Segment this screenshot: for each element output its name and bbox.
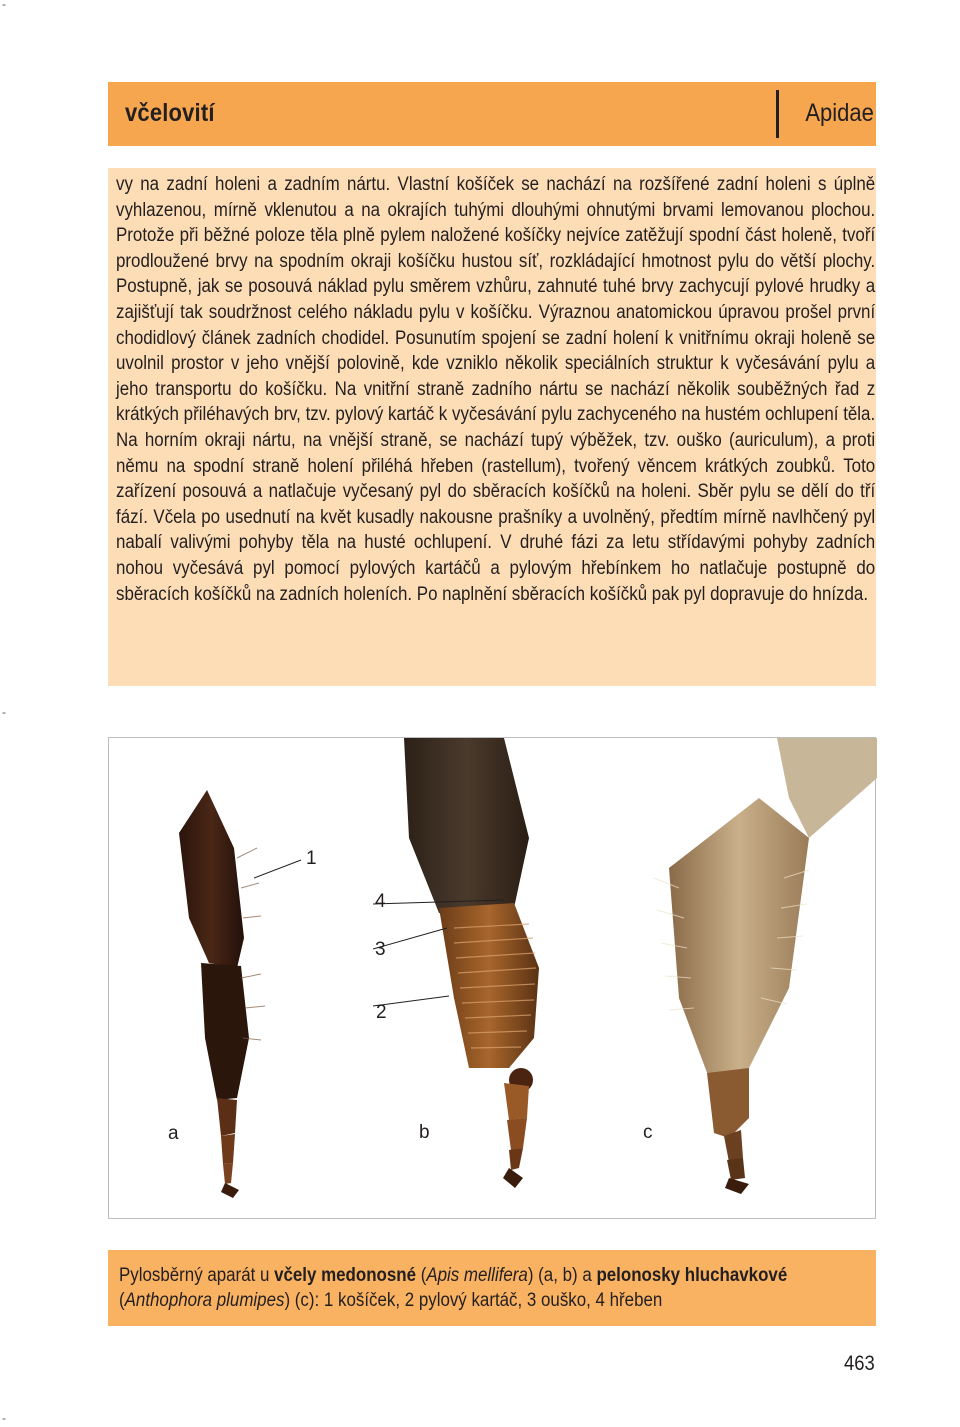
bee-legs-illustration <box>109 738 877 1220</box>
caption-part: ( <box>416 1265 427 1286</box>
page-number: 463 <box>844 1352 875 1375</box>
caption-latin-1: Apis mellifera <box>426 1265 528 1286</box>
caption-part: ( <box>119 1290 125 1311</box>
crop-mark-bottom: - <box>2 1411 6 1425</box>
figure-photo <box>108 737 876 1219</box>
header-divider <box>776 90 779 138</box>
caption-text <box>119 1263 867 1313</box>
caption-part: Pylosběrný aparát u <box>119 1265 275 1286</box>
crop-mark-middle: - <box>2 705 6 719</box>
label-1: 1 <box>306 848 317 869</box>
caption-species-2: pelonosky hluchavkové <box>596 1265 788 1286</box>
caption-latin-2: Anthophora plumipes <box>124 1290 285 1311</box>
caption-part: ) (c): 1 košíček, 2 pylový kartáč, 3 ouško, 4 hřeben <box>284 1290 663 1311</box>
crop-mark-top: - <box>2 0 6 11</box>
label-b: b <box>419 1122 430 1143</box>
leg-b <box>404 738 539 1188</box>
family-czech-name: včelovití <box>125 99 215 127</box>
caption-species-1: včely medonosné <box>274 1265 417 1286</box>
label-2: 2 <box>376 1002 387 1023</box>
leg-c <box>654 738 877 1194</box>
label-a: a <box>168 1123 179 1144</box>
family-latin-name: Apidae <box>805 99 874 127</box>
figure-caption <box>108 1250 876 1326</box>
label-4: 4 <box>375 891 386 912</box>
leg-a <box>179 790 265 1198</box>
body-text-box <box>108 168 876 686</box>
label-3: 3 <box>375 939 386 960</box>
page-header <box>108 82 876 146</box>
caption-part: ) (a, b) a <box>527 1265 597 1286</box>
label-c: c <box>643 1122 653 1143</box>
body-paragraph: vy na zadní holeni a zadním nártu. Vlastní košíček se nachází na rozšířené zadní holeni s úplně vyhlazenou, mírně vklenutou a na okrajích tuhými dlouhými ohnutými brvami lemovanou plochou. Protože při běžné poloze těla plně pylem naložené košíčky nejvíce zatěžují spodní část holeně, tvoří prodloužené brvy na spodním okraji košíčku hustou síť, rozkládající hmotnost pylu do větší plochy. Postupně, jak se posouvá náklad pylu směrem vzhůru, zahnuté tuhé brvy zachycují pylové hrudky a zajišťují tak soudržnost celého nákladu pylu v košíčku. Výraznou anatomickou úpravou prošel první chodidlový článek zadních chodidel. Posunutím spojení se zadní holení k vnitřnímu okraji holeně se uvolnil prostor v jeho vnější polovině, kde vzniklo několik speciálních struktur k vyčesávání pylu a jeho transportu do košíčku. Na vnitřní straně zadního nártu se nachází několik souběžných řad z krátkých přiléhavých brv, tzv. pylový kartáč k vyčesávání pylu zachyceného na hustém ochlupení těla. Na horním okraji nártu, na vnější straně, se nachází tupý výběžek, tzv. ouško (auriculum), a proti němu na spodní straně holení přiléhá hřeben (rastellum), tvořený věncem krátkých zoubků. Toto zařízení posouvá a natlačuje vyčesaný pyl do sběracích košíčků na holeni. Sběr pylu se dělí do tří fází. Včela po usednutí na květ kusadly nakousne prašníky a uvolněný, předtím mírně navlhčený pyl nabalí valivými pohyby těla na husté ochlupení. V druhé fázi za letu střídavými pohyby zadních nohou vyčesává pyl pomocí pylových kartáčů a pylovým hřebínkem ho natlačuje postupně do sběracích košíčků na zadních holeních. Po naplnění sběracích košíčků pak pyl dopravuje do hnízda. <box>116 174 876 605</box>
